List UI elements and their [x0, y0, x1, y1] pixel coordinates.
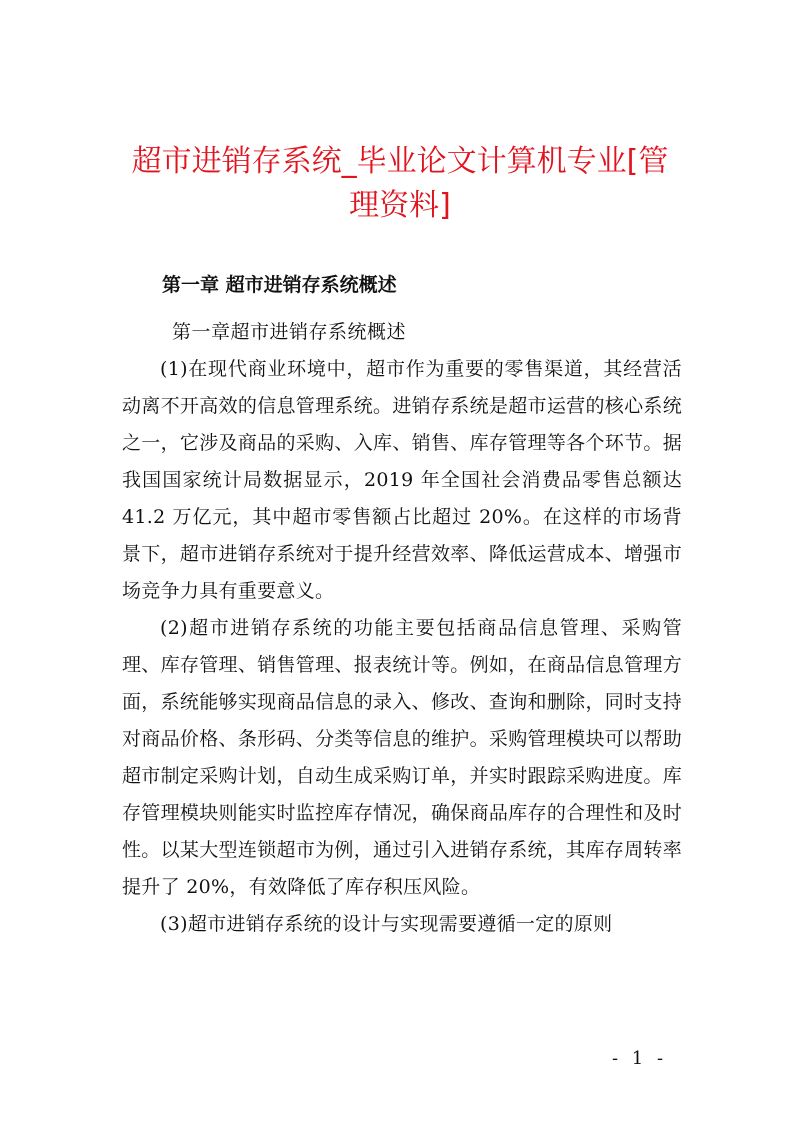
body-text: [122, 314, 682, 943]
document-title: 超市进销存系统_毕业论文计算机专业[管理资料]: [131, 144, 669, 223]
paragraph-1: (1)在现代商业环境中，超市作为重要的零售渠道，其经营活动离不开高效的信息管理系统。进销存系统是超市运营的核心系统之一，它涉及商品的采购、入库、销售、库存管理等各个环节。据我国国家统计局数据显示，2019 年全国社会消费品零售总额达 41.2 万亿元，其中超市零售额占比超过 20%。在这样的市场背景下，超市进销存系统对于提升经营效率、降低运营成本、增强市场竞争力具有重要意义。: [122, 358, 682, 602]
paragraph-2: (2)超市进销存系统的功能主要包括商品信息管理、采购管理、库存管理、销售管理、报表统计等。例如，在商品信息管理方面，系统能够实现商品信息的录入、修改、查询和删除，同时支持对商品价格、条形码、分类等信息的维护。采购管理模块可以帮助超市制定采购计划，自动生成采购订单，并实时跟踪采购进度。库存管理模块则能实时监控库存情况，确保商品库存的合理性和及时性。以某大型连锁超市为例，通过引入进销存系统，其库存周转率提升了 20%，有效降低了库存积压风险。: [122, 617, 682, 898]
page-number: - 1 -: [612, 1048, 668, 1069]
paragraph-3: (3)超市进销存系统的设计与实现需要遵循一定的原则: [160, 913, 613, 935]
section-subheading: 第一章超市进销存系统概述: [172, 321, 407, 343]
chapter-heading: 第一章 超市进销存系统概述: [162, 274, 397, 296]
